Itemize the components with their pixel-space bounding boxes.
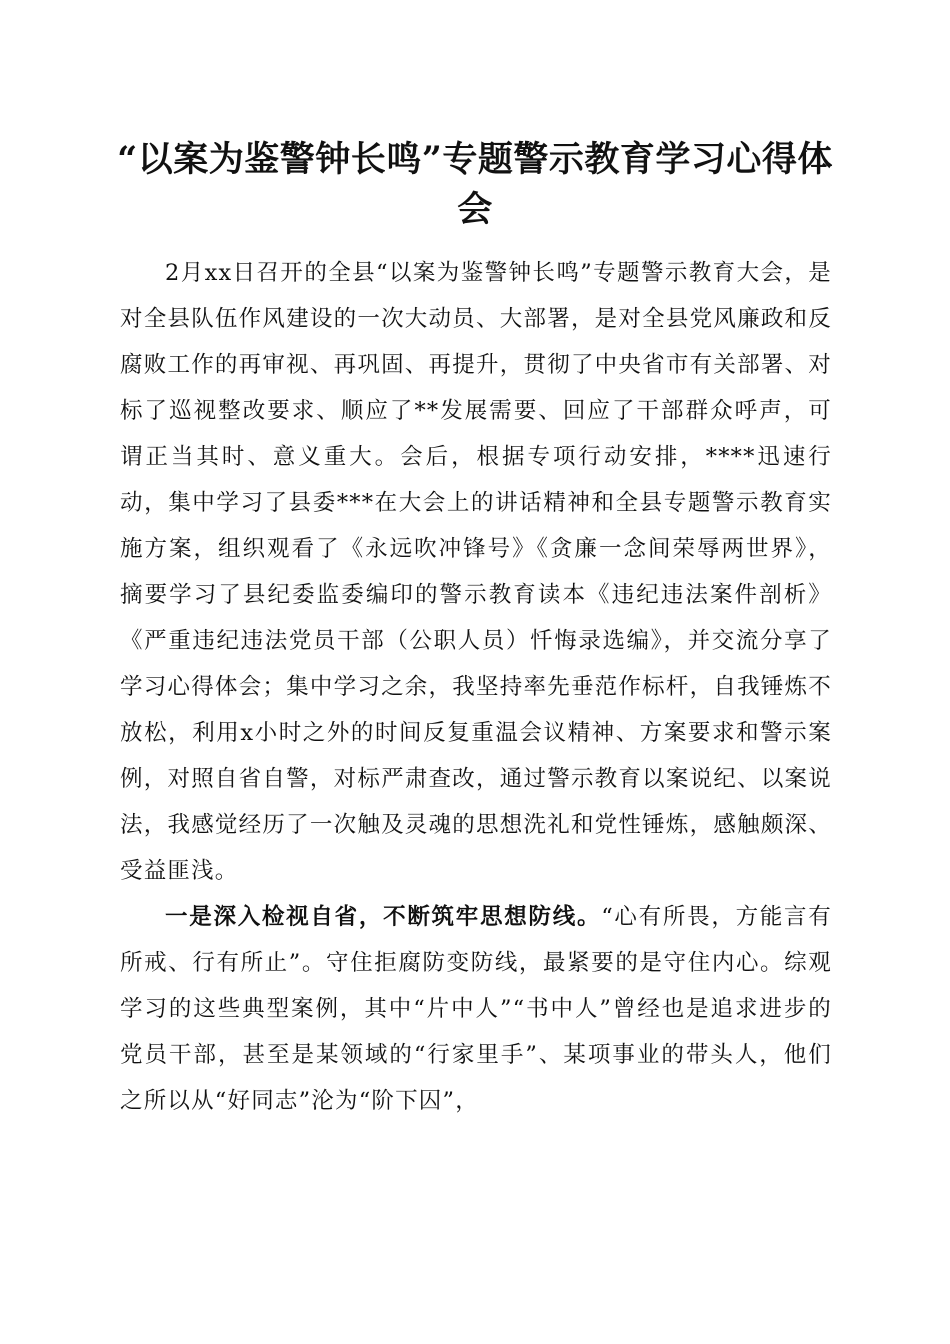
paragraph-lead: 一是深入检视自省，不断筑牢思想防线。 xyxy=(165,904,602,930)
paragraph-text: 2月xx日召开的全县“以案为鉴警钟长鸣”专题警示教育大会，是对全县队伍作风建设的一次大动员、大部署，是对全县党风廉政和反腐败工作的再审视、再巩固、再提升，贯彻了中央省市有关部署、对标了巡视整改要求、顺应了**发展需要、回应了干部群众呼声，可谓正当其时、意义重大。会后，根据专项行动安排，****迅速行动，集中学习了县委***在大会上的讲话精神和全县专题警示教育实施方案，组织观看了《永远吹冲锋号》《贪廉一念间荣辱两世界》，摘要学习了县纪委监委编印的警示教育读本《违纪违法案件剖析》《严重违纪违法党员干部（公职人员）忏悔录选编》，并交流分享了学习心得体会；集中学习之余，我坚持率先垂范作标杆，自我锤炼不放松，利用x小时之外的时间反复重温会议精神、方案要求和警示案例，对照自省自警，对标严肃查改，通过警示教育以案说纪、以案说法，我感觉经历了一次触及灵魂的思想洗礼和党性锤炼，感触颇深、受益匪浅。 xyxy=(120,260,832,884)
document-body xyxy=(120,250,832,1124)
paragraph-text: “心有所畏，方能言有所戒、行有所止”。守住拒腐防变防线，最紧要的是守住内心。综观学习的这些典型案例，其中“片中人”“书中人”曾经也是追求进步的党员干部，甚至是某领域的“行家里手”、某项事业的带头人，他们之所以从“好同志”沦为“阶下囚”， xyxy=(120,904,832,1114)
document-title: “以案为鉴警钟长鸣”专题警示教育学习心得体会 xyxy=(117,139,833,230)
paragraph-intro xyxy=(120,250,832,894)
paragraph-point-one xyxy=(120,894,832,1124)
